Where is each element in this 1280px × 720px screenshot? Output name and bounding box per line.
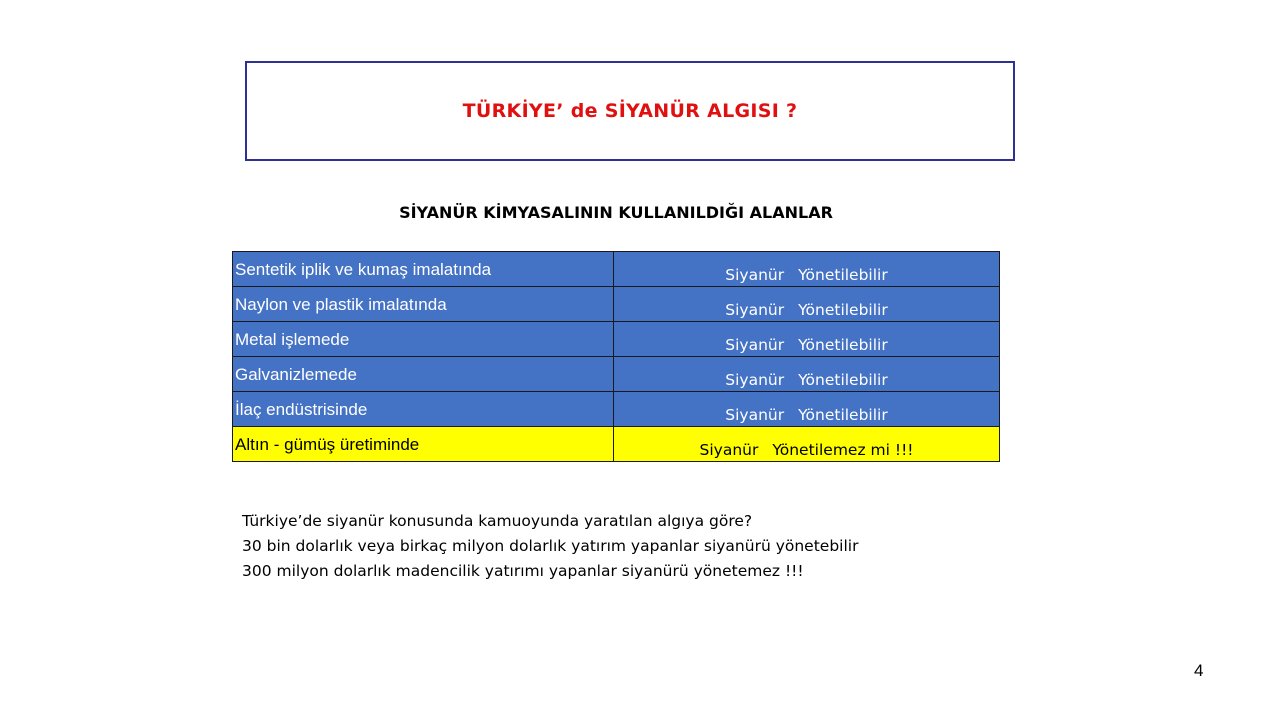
status-cell — [614, 427, 1000, 462]
usage-area-cell: İlaç endüstrisinde — [233, 392, 614, 427]
usage-table — [232, 251, 1000, 462]
table-row — [233, 287, 1000, 322]
status-verb: Yönetilemez mi !!! — [772, 441, 914, 459]
status-word: Siyanür — [725, 266, 785, 284]
usage-area-cell: Metal işlemede — [233, 322, 614, 357]
status-verb: Yönetilebilir — [798, 336, 888, 354]
note-line: 30 bin dolarlık veya birkaç milyon dolarlık yatırım yapanlar siyanürü yönetebilir — [242, 537, 859, 555]
title-box — [245, 61, 1015, 161]
table-row-highlighted — [233, 427, 1000, 462]
notes-block — [242, 509, 858, 584]
status-cell — [614, 357, 1000, 392]
status-word: Siyanür — [725, 406, 785, 424]
usage-area-cell: Altın - gümüş üretiminde — [233, 427, 614, 462]
usage-area-cell: Naylon ve plastik imalatında — [233, 287, 614, 322]
status-word: Siyanür — [699, 441, 759, 459]
table-row — [233, 322, 1000, 357]
table-row — [233, 357, 1000, 392]
table-row — [233, 252, 1000, 287]
status-cell — [614, 252, 1000, 287]
section-heading: SİYANÜR KİMYASALININ KULLANILDIĞI ALANLAR — [399, 203, 833, 222]
status-verb: Yönetilebilir — [798, 301, 888, 319]
note-line: 300 milyon dolarlık madencilik yatırımı yapanlar siyanürü yönetemez !!! — [242, 562, 804, 580]
status-verb: Yönetilebilir — [798, 266, 888, 284]
status-verb: Yönetilebilir — [798, 371, 888, 389]
usage-area-cell: Sentetik iplik ve kumaş imalatında — [233, 252, 614, 287]
note-line: Türkiye’de siyanür konusunda kamuoyunda yaratılan algıya göre? — [242, 512, 753, 530]
status-word: Siyanür — [725, 371, 785, 389]
status-cell — [614, 287, 1000, 322]
usage-area-cell: Galvanizlemede — [233, 357, 614, 392]
table-row — [233, 392, 1000, 427]
status-cell — [614, 392, 1000, 427]
status-verb: Yönetilebilir — [798, 406, 888, 424]
status-cell — [614, 322, 1000, 357]
status-word: Siyanür — [725, 301, 785, 319]
status-word: Siyanür — [725, 336, 785, 354]
slide-title: TÜRKİYE’ de SİYANÜR ALGISI ? — [462, 100, 798, 122]
page-number: 4 — [1194, 661, 1204, 680]
